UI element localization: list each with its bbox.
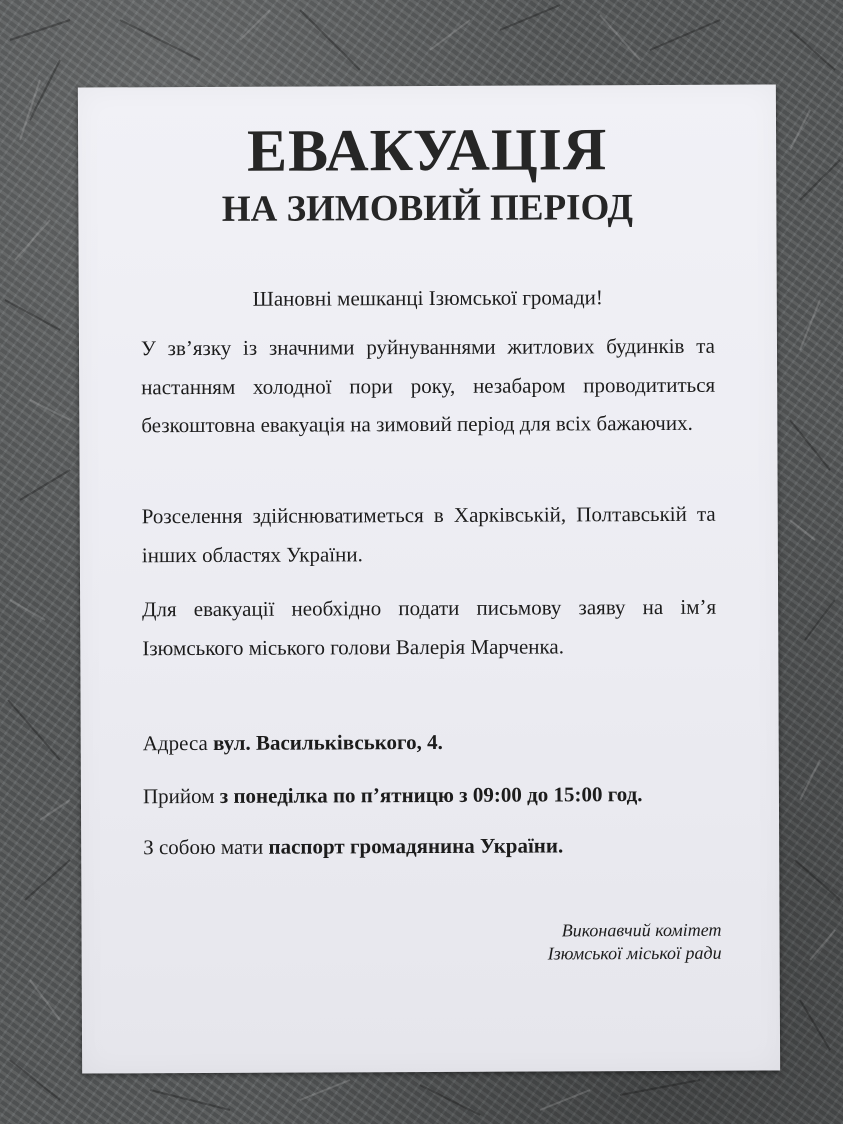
notice-paper	[78, 84, 780, 1073]
reception-label: Прийом	[142, 783, 220, 809]
signature	[548, 919, 722, 966]
signature-line-1: Виконавчий комітет	[561, 919, 722, 941]
documents-line	[143, 833, 743, 861]
address-label: Адреса	[142, 730, 214, 756]
reception-value: з понеділка по п’ятницю з 09:00 до 15:00 год.	[219, 782, 643, 808]
paragraph-resettlement: Розселення здійснюватиметься в Харківській, Полтавській та інших областях України.	[141, 501, 716, 567]
paragraph-evacuation: У зв’язку із значними руйнуваннями житлових будинків та настанням холодної пори року, незабаром проводититься безкоштовна евакуація на зимовий період для всіх бажаючих.	[140, 333, 716, 438]
notice-subtitle: НА ЗИМОВИЙ ПЕРІОД	[221, 187, 634, 230]
signature-line-2: Ізюмської міської ради	[547, 942, 722, 964]
documents-value: паспорт громадянина України.	[268, 833, 564, 859]
greeting: Шановні мешканці Ізюмської громади!	[252, 285, 603, 311]
address-line	[143, 729, 743, 757]
notice-title: ЕВАКУАЦІЯ	[246, 116, 608, 184]
address-value: вул. Васильківського, 4.	[213, 729, 443, 755]
reception-line	[143, 782, 743, 810]
paragraph-application: Для евакуації необхідно подати письмову заяву на ім’я Ізюмського міського голови Валерія Марченка.	[142, 594, 717, 660]
documents-label: З собою мати	[143, 834, 269, 860]
